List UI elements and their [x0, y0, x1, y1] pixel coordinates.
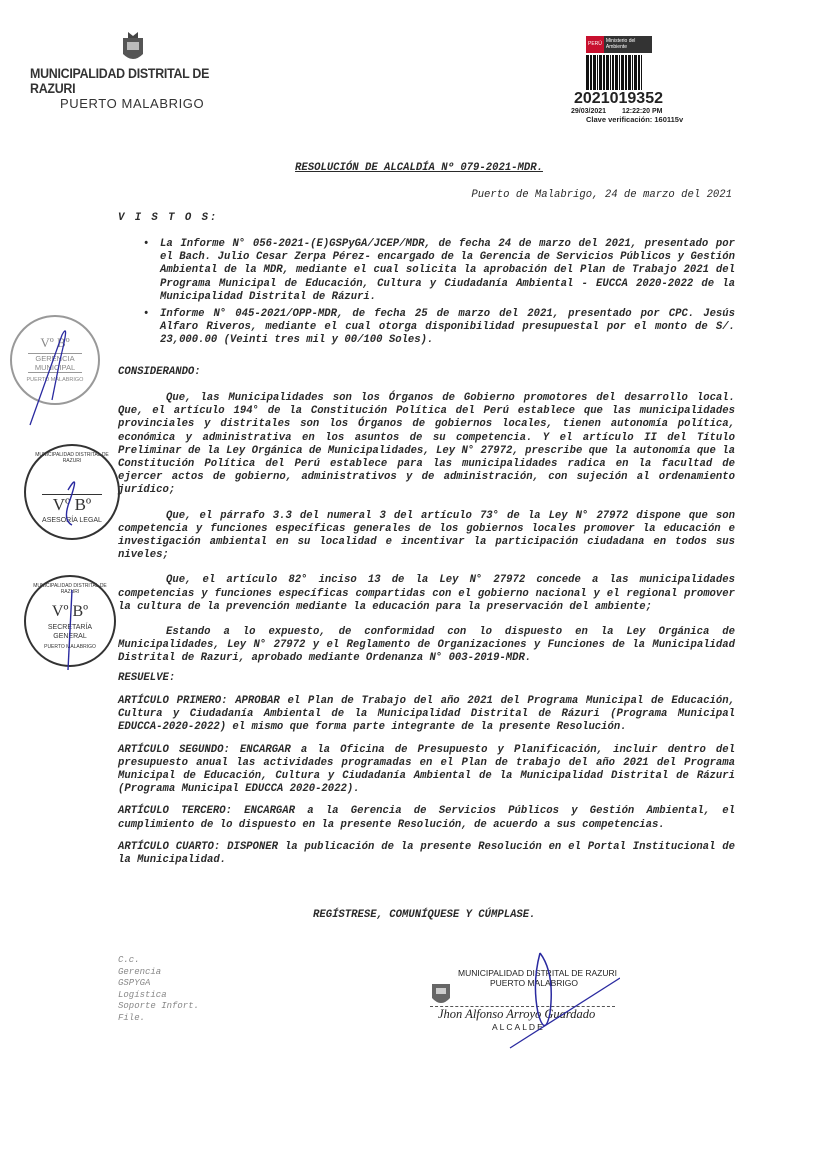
- article: ARTÍCULO PRIMERO: APROBAR el Plan de Trabajo del año 2021 del Programa Municipal de Educación, Cultura y Ciudadanía Ambiental de la Municipalidad Distrital de Rázuri (Programa Municipal EDUCCA-2020-2022) el mismo que forma parte integrante de la presente Resolución.: [118, 695, 735, 734]
- signature-org: MUNICIPALIDAD DISTRITAL DE RAZURI: [458, 968, 617, 978]
- considerando-paragraph: Que, las Municipalidades son los Órganos de Gobierno promotores del desarrollo local. Que, el artículo 194° de la Constitución Política del Perú establece que las municipalidades provinciales y distritales son los Órganos de gobiernos locales, tienen autonomía política, económica y administrativa en los asuntos de su competencia. Y el artículo II del Título Preliminar de la Ley Orgánica de Municipalidades, Ley N° 27972, prescribe que la autonomía que la Constitución Política del Perú establece para las municipalidades radica en la facultad de ejercer actos de gobierno, administrativos y de administración, con sujeción al ordenamiento jurídico;: [118, 392, 735, 497]
- considerando-paragraph: Estando a lo expuesto, de conformidad con lo dispuesto en la Ley Orgánica de Municipalidades, Ley N° 27972 y el Reglamento de Organizaciones y Funciones de la Municipalidad Distrital de Razuri, aprobado mediante Ordenanza N° 003-2019-MDR.: [118, 626, 735, 665]
- stamp-office: ASESORÍA LEGAL: [42, 517, 102, 524]
- badge-country: PERÚ: [586, 36, 604, 53]
- org-location: PUERTO MALABRIGO: [60, 96, 205, 111]
- vistos-list: [160, 238, 735, 352]
- registry-date: 29/03/2021: [571, 108, 607, 115]
- stamp-vb: Vº Bº: [42, 494, 102, 515]
- stamp-bottom: PUERTO MALABRIGO: [44, 644, 96, 650]
- stamp-office: GERENCIA MUNICIPAL: [28, 353, 82, 373]
- considerando-paragraph: Que, el artículo 82° inciso 13 de la Ley N° 27972 concede a las municipalidades competencias y funciones específicas compartidas con el gobierno nacional y el regional promover la cultura de la prevención mediante la educación para la preservación del ambiente;: [118, 574, 735, 613]
- cc-item: GSPYGA: [118, 978, 151, 988]
- place-date: Puerto de Malabrigo, 24 de marzo del 2021: [471, 189, 732, 201]
- coat-of-arms-icon: [430, 980, 452, 1010]
- cc-item: Logística: [118, 989, 167, 1000]
- cc-item: Gerencia: [118, 966, 162, 977]
- article: ARTÍCULO TERCERO: ENCARGAR a la Gerencia de Servicios Públicos y Gestión Ambiental, el cumplimiento de lo dispuesto en la presente Resolución, de acuerdo a sus competencias.: [118, 805, 735, 831]
- verification-key: Clave verificación: 160115v: [586, 115, 684, 124]
- closing-formula: REGÍSTRESE, COMUNÍQUESE Y CÚMPLASE.: [313, 909, 536, 921]
- badge-ministry: Ministerio del Ambiente: [604, 36, 652, 53]
- cc-item: Soporte Infort.: [118, 1001, 200, 1011]
- cc-list: [118, 955, 199, 1024]
- resolution-title: RESOLUCIÓN DE ALCALDÍA Nº 079-2021-MDR.: [295, 162, 543, 174]
- considerando-paragraph: Que, el párrafo 3.3 del numeral 3 del artículo 73° de la Ley N° 27972 dispone que son competencia y funciones específicas generales de los gobiernos locales promover la educación e investigación ambiental en su localidad e incentivar la participación ciudadana en todos sus niveles;: [118, 509, 735, 562]
- stamp-top: MUNICIPALIDAD DISTRITAL DE RAZURI: [35, 452, 109, 464]
- municipal-logo: [30, 30, 240, 111]
- stamp-top: MUNICIPALIDAD DISTRITAL DE RAZURI: [33, 583, 107, 595]
- stamp-vb: Vº Bº: [40, 335, 70, 350]
- ministry-badge: [586, 36, 652, 53]
- stamp-office: SECRETARÍA GENERAL: [47, 624, 93, 640]
- cc-item: File.: [118, 1012, 146, 1023]
- org-name: MUNICIPALIDAD DISTRITAL DE RAZURI: [30, 66, 210, 96]
- registry-time: 12:22:20 PM: [622, 108, 663, 115]
- barcode: [586, 55, 686, 90]
- vistos-item: • La Informe N° 056-2021-(E)GSPyGA/JCEP/MDR, de fecha 24 de marzo del 2021, presentado por el Bach. Julio Cesar Zerpa Pérez- encargado de la Gerencia de Servicios Públicos y Gestión Ambiental de la MDR, mediante el cual solicita la aprobación del Plan de Trabajo 2021 del Programa Municipal de Educación, Cultura y Ciudadanía Ambiental - EUCCA 2020-2022 de la Municipalidad Distrital de Rázuri.: [160, 238, 735, 304]
- considerando-body: [118, 392, 735, 666]
- initial-signatures: [0, 300, 120, 680]
- considerando-heading: CONSIDERANDO:: [118, 366, 201, 378]
- handwritten-signature: [470, 943, 620, 1053]
- registry-stamp: [566, 36, 686, 124]
- signer-role: ALCALDE: [492, 1022, 545, 1032]
- article: ARTÍCULO SEGUNDO: ENCARGAR a la Oficina de Presupuesto y Planificación, incluir dentro del presupuesto anual las actividades programadas en el Plan de trabajo del año 2021 del Programa Municipal de Educación, Cultura y Ciudadanía Ambiental de la Municipalidad Distrital de Rázuri (Programa Municipal EDUCCA 2020-2022).: [118, 743, 735, 796]
- cc-item: C.c.: [118, 955, 140, 965]
- resuelve-body: [118, 695, 735, 867]
- signer-name: Jhon Alfonso Arroyo Guardado: [438, 1007, 596, 1021]
- signature-block: [430, 968, 620, 1032]
- coat-of-arms-icon: [118, 30, 148, 66]
- vistos-item: • Informe N° 045-2021/OPP-MDR, de fecha 25 de marzo del 2021, presentado por CPC. Jesús Alfaro Riveros, mediante el cual otorga disponibilidad presupuestal por el monto de S/. 23,000.00 (Veinti tres mil y 00/100 Soles).: [160, 308, 735, 348]
- vistos-heading: V I S T O S:: [118, 212, 219, 224]
- signature-org-location: PUERTO MALABRIGO: [490, 978, 579, 988]
- registry-number: 2021019352: [574, 90, 663, 107]
- stamp-vb: Vº Bº: [51, 603, 89, 620]
- stamp-bottom: PUERTO MALABRIGO: [26, 377, 84, 383]
- resuelve-heading: RESUELVE:: [118, 672, 176, 684]
- article: ARTÍCULO CUARTO: DISPONER la publicación de la presente Resolución en el Portal Institucional de la Municipalidad.: [118, 840, 735, 867]
